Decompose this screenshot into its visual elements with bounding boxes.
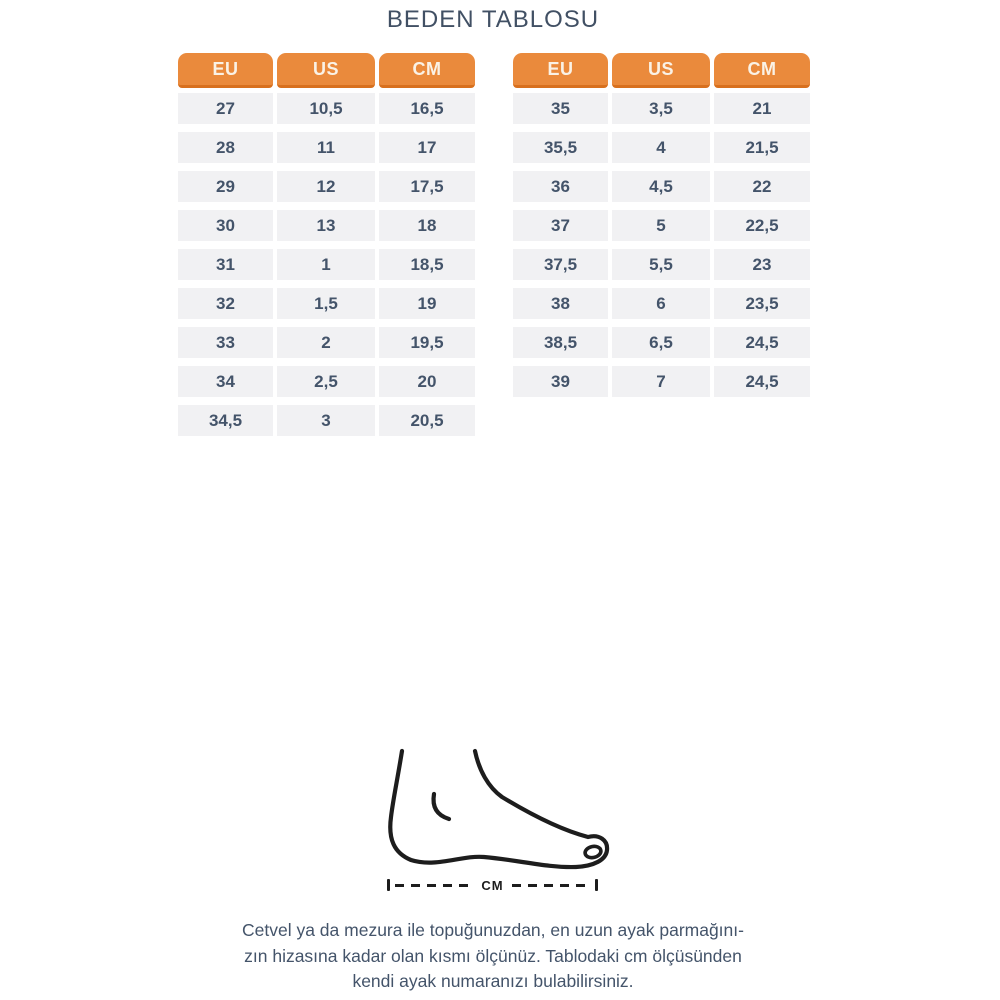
instruction-line: Cetvel ya da mezura ile topuğunuzdan, en uzun ayak parmağını- — [242, 920, 744, 940]
table-cell-eu: 37 — [513, 210, 608, 241]
table-cell-cm: 24,5 — [714, 327, 810, 358]
table-header-row — [513, 53, 810, 88]
table-cell-cm: 18 — [379, 210, 475, 241]
table-cell-eu: 28 — [178, 132, 273, 163]
measure-tick-left — [387, 879, 390, 891]
table-row — [513, 171, 810, 202]
column-header-cm: CM — [379, 53, 475, 88]
table-row — [178, 288, 475, 319]
table-cell-cm: 18,5 — [379, 249, 475, 280]
table-cell-us: 12 — [277, 171, 375, 202]
table-cell-us: 6,5 — [612, 327, 710, 358]
instruction-line: kendi ayak numaranızı bulabilirsiniz. — [352, 971, 634, 991]
ankle-mark-path — [434, 794, 449, 819]
table-cell-cm: 21,5 — [714, 132, 810, 163]
table-cell-us: 3 — [277, 405, 375, 436]
table-cell-eu: 31 — [178, 249, 273, 280]
measure-tick-right — [595, 879, 598, 891]
table-cell-eu: 27 — [178, 93, 273, 124]
table-row — [178, 210, 475, 241]
column-header-eu: EU — [513, 53, 608, 88]
table-cell-eu: 29 — [178, 171, 273, 202]
table-cell-eu: 35 — [513, 93, 608, 124]
foot-measurement-figure — [378, 742, 622, 874]
table-cell-cm: 19 — [379, 288, 475, 319]
table-cell-us: 13 — [277, 210, 375, 241]
table-cell-cm: 22 — [714, 171, 810, 202]
table-row — [513, 132, 810, 163]
table-row — [513, 288, 810, 319]
table-cell-eu: 30 — [178, 210, 273, 241]
foot-outline-icon — [378, 742, 622, 874]
table-cell-cm: 21 — [714, 93, 810, 124]
table-header-row — [178, 53, 475, 88]
table-row — [178, 171, 475, 202]
table-cell-cm: 22,5 — [714, 210, 810, 241]
column-header-eu: EU — [178, 53, 273, 88]
table-row — [178, 366, 475, 397]
measure-unit-label: CM — [481, 877, 504, 893]
table-row — [178, 327, 475, 358]
toenail-mark — [584, 845, 602, 859]
table-cell-eu: 38,5 — [513, 327, 608, 358]
table-cell-cm: 17 — [379, 132, 475, 163]
table-row — [513, 93, 810, 124]
table-cell-eu: 37,5 — [513, 249, 608, 280]
table-cell-us: 7 — [612, 366, 710, 397]
table-cell-cm: 23 — [714, 249, 810, 280]
column-header-us: US — [612, 53, 710, 88]
measurement-instructions — [0, 918, 986, 995]
table-cell-eu: 34 — [178, 366, 273, 397]
measure-dashes-left — [395, 884, 473, 887]
table-cell-us: 4 — [612, 132, 710, 163]
table-row — [513, 327, 810, 358]
table-cell-cm: 19,5 — [379, 327, 475, 358]
table-cell-us: 2,5 — [277, 366, 375, 397]
table-cell-eu: 33 — [178, 327, 273, 358]
table-cell-eu: 34,5 — [178, 405, 273, 436]
table-cell-us: 11 — [277, 132, 375, 163]
table-cell-eu: 32 — [178, 288, 273, 319]
instruction-line: zın hizasına kadar olan kısmı ölçünüz. Tablodaki cm ölçüsünden — [244, 945, 742, 966]
table-cell-eu: 38 — [513, 288, 608, 319]
table-cell-us: 5 — [612, 210, 710, 241]
table-row — [178, 132, 475, 163]
table-cell-us: 6 — [612, 288, 710, 319]
table-cell-eu: 39 — [513, 366, 608, 397]
table-cell-cm: 20,5 — [379, 405, 475, 436]
table-cell-us: 4,5 — [612, 171, 710, 202]
table-row — [513, 249, 810, 280]
table-cell-eu: 35,5 — [513, 132, 608, 163]
table-cell-us: 2 — [277, 327, 375, 358]
column-header-us: US — [277, 53, 375, 88]
measurement-line — [387, 878, 598, 892]
table-row — [178, 405, 475, 436]
table-cell-cm: 20 — [379, 366, 475, 397]
table-cell-cm: 17,5 — [379, 171, 475, 202]
table-cell-us: 1,5 — [277, 288, 375, 319]
page-title: BEDEN TABLOSU — [386, 6, 600, 33]
table-cell-cm: 24,5 — [714, 366, 810, 397]
table-cell-cm: 16,5 — [379, 93, 475, 124]
table-cell-cm: 23,5 — [714, 288, 810, 319]
table-cell-us: 1 — [277, 249, 375, 280]
column-header-cm: CM — [714, 53, 810, 88]
table-row — [178, 93, 475, 124]
table-cell-us: 10,5 — [277, 93, 375, 124]
table-cell-us: 3,5 — [612, 93, 710, 124]
measure-dashes-right — [512, 884, 590, 887]
table-cell-eu: 36 — [513, 171, 608, 202]
table-row — [178, 249, 475, 280]
size-table-right — [513, 53, 810, 405]
size-table-left — [178, 53, 475, 444]
foot-outline-path — [390, 751, 607, 867]
table-cell-us: 5,5 — [612, 249, 710, 280]
table-row — [513, 366, 810, 397]
table-row — [513, 210, 810, 241]
